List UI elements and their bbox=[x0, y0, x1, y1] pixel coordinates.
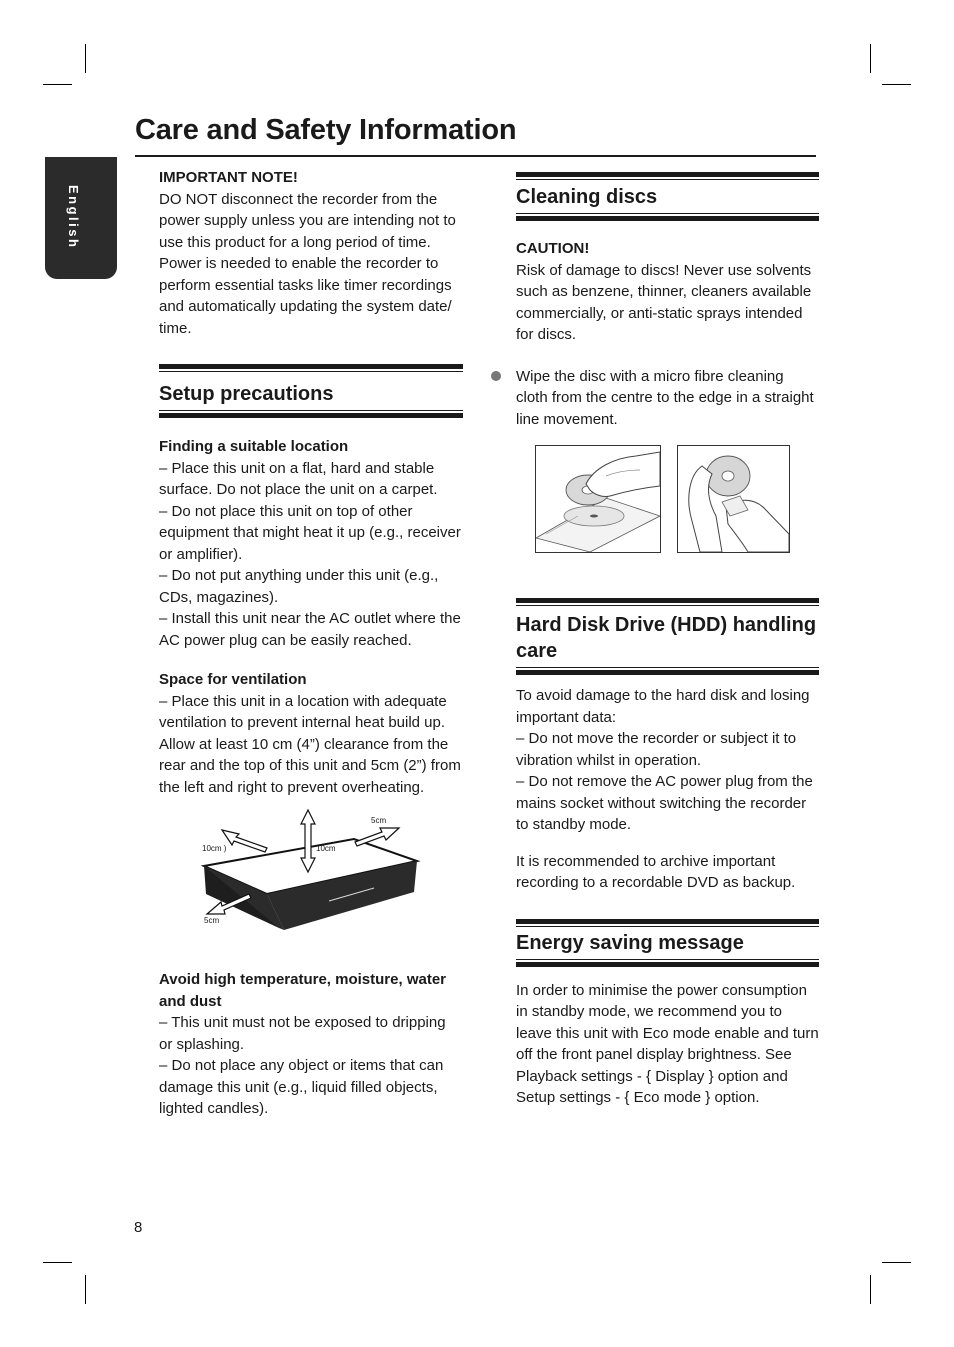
setup-precautions-heading: Setup precautions bbox=[159, 383, 334, 405]
crop-mark bbox=[43, 1262, 72, 1263]
energy-saving-heading: Energy saving message bbox=[516, 931, 744, 954]
disc-hand-illustration bbox=[677, 445, 790, 553]
section-bar bbox=[516, 213, 819, 214]
hdd-intro: To avoid damage to the hard disk and losing important data: bbox=[516, 687, 810, 726]
page-title: Care and Safety Information bbox=[135, 114, 517, 146]
location-heading: Finding a suitable location bbox=[159, 438, 349, 455]
important-note-text: DO NOT disconnect the recorder from the power supply unless you are intending not to use this product for a long period of time. Power is needed to enable the recorder to perform essential tasks like timer recordings and automatically updating the system date/ time. bbox=[159, 190, 456, 337]
recorder-clearance-illustration bbox=[159, 806, 463, 956]
cleaning-discs-section bbox=[516, 172, 819, 221]
list-item: – Place this unit on a flat, hard and stable surface. Do not place the unit on a carpet. bbox=[159, 459, 438, 498]
important-note-heading: IMPORTANT NOTE! bbox=[159, 169, 298, 186]
left-column bbox=[159, 167, 463, 1120]
crop-mark bbox=[43, 84, 72, 85]
list-item bbox=[516, 366, 819, 431]
ventilation-diagram bbox=[159, 806, 463, 956]
diagram-label: 5cm bbox=[371, 816, 387, 825]
energy-saving-text: In order to minimise the power consumption in standby mode, we recommend you to leave this unit with Eco mode enable and turn off the front panel display brightness. See Playback settings - { Display } option and Setup settings - { Eco mode } option. bbox=[516, 981, 819, 1106]
section-bar bbox=[159, 410, 463, 411]
diagram-label: 10cm bbox=[316, 844, 336, 853]
list-item: – This unit must not be exposed to dripping or splashing. bbox=[159, 1014, 446, 1053]
section-bar bbox=[516, 670, 819, 675]
diagram-label: 5cm bbox=[204, 916, 220, 925]
title-rule bbox=[135, 155, 816, 157]
language-tab-label: English bbox=[66, 185, 81, 250]
list-item: – Do not remove the AC power plug from the mains socket without switching the recorder to standby mode. bbox=[516, 773, 813, 833]
section-bar bbox=[516, 962, 819, 967]
section-bar bbox=[159, 364, 463, 369]
section-bar bbox=[516, 919, 819, 924]
setup-precautions-section bbox=[159, 364, 463, 418]
list-item: – Do not place this unit on top of other equipment that might heat it up (e.g., receiver or amplifier). bbox=[159, 502, 461, 563]
section-bar bbox=[516, 667, 819, 668]
section-bar bbox=[516, 598, 819, 603]
bullet-icon bbox=[491, 371, 501, 381]
crop-mark bbox=[870, 44, 871, 73]
list-item: – Install this unit near the AC outlet where the AC power plug can be easily reached. bbox=[159, 610, 461, 649]
hdd-care-section bbox=[516, 598, 819, 675]
section-bar bbox=[159, 413, 463, 418]
disc-wipe-illustration bbox=[535, 445, 661, 553]
ventilation-heading: Space for ventilation bbox=[159, 671, 307, 688]
section-bar bbox=[516, 216, 819, 221]
caution-heading: CAUTION! bbox=[516, 240, 590, 257]
language-tab bbox=[45, 157, 117, 279]
diagram-label: 10cm ) bbox=[202, 844, 227, 853]
energy-saving-section bbox=[516, 919, 819, 967]
hdd-recommendation: It is recommended to archive important recording to a recordable DVD as backup. bbox=[516, 852, 796, 891]
list-item: – Do not move the recorder or subject it to vibration whilst in operation. bbox=[516, 730, 797, 769]
list-item: – Place this unit in a location with adequate ventilation to prevent internal heat build up. Allow at least 10 cm (4”) clearance from the rear and the top of this unit and 5cm (2”) from the left and right to prevent overheating. bbox=[159, 692, 461, 796]
crop-mark bbox=[882, 1262, 911, 1263]
crop-mark bbox=[870, 1275, 871, 1304]
crop-mark bbox=[85, 1275, 86, 1304]
environment-heading: Avoid high temperature, moisture, water and dust bbox=[159, 971, 446, 1010]
section-bar bbox=[516, 172, 819, 177]
list-item: – Do not put anything under this unit (e.g., CDs, magazines). bbox=[159, 567, 439, 606]
hdd-care-heading: Hard Disk Drive (HDD) handling care bbox=[516, 614, 817, 662]
page-number: 8 bbox=[134, 1219, 143, 1236]
cleaning-instruction: Wipe the disc with a micro fibre cleaning cloth from the centre to the edge in a straight line movement. bbox=[516, 367, 814, 428]
right-column bbox=[516, 172, 819, 1109]
crop-mark bbox=[882, 84, 911, 85]
caution-text: Risk of damage to discs! Never use solvents such as benzene, thinner, cleaners available commercially, or anti-static sprays intended for discs. bbox=[516, 261, 812, 343]
crop-mark bbox=[85, 44, 86, 73]
cleaning-discs-heading: Cleaning discs bbox=[516, 186, 658, 208]
section-bar bbox=[516, 959, 819, 960]
disc-cleaning-figures bbox=[516, 445, 819, 555]
list-item: – Do not place any object or items that can damage this unit (e.g., liquid filled objects, lighted candles). bbox=[159, 1057, 444, 1117]
